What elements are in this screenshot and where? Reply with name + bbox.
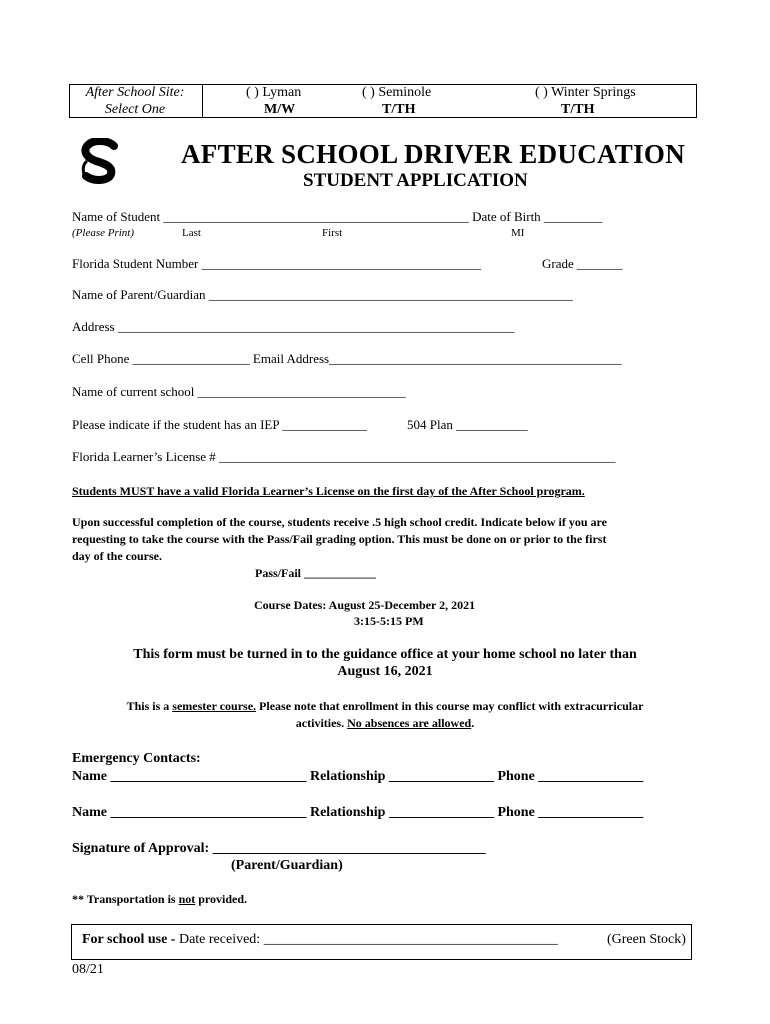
site-box-divider xyxy=(202,85,203,117)
page-title: AFTER SCHOOL DRIVER EDUCATION xyxy=(181,139,686,169)
pass-fail-field[interactable]: Pass/Fail ____________ xyxy=(255,566,377,580)
absence-post: . xyxy=(471,716,475,730)
date-received-field[interactable]: Date received: __________________________________________ xyxy=(178,932,558,947)
transport-post: provided. xyxy=(195,892,248,906)
deadline-line1: This form must be turned in to the guidance office at your home school no later than xyxy=(133,647,637,662)
parent-guardian-field[interactable]: Name of Parent/Guardian ________________________________________________________ xyxy=(72,287,573,302)
school-use-label: For school use - xyxy=(82,932,179,947)
course-time: 3:15-5:15 PM xyxy=(354,614,424,628)
absence-notice xyxy=(0,716,770,731)
site-label-line2: Select One xyxy=(104,102,166,117)
no-absences-text: No absences are allowed xyxy=(347,716,472,730)
credit-notice-line2: requesting to take the course with the Pass/Fail grading option. This must be done on or prior to the first xyxy=(72,532,607,546)
deadline-line2: August 16, 2021 xyxy=(337,664,433,679)
emergency-contact-row-1[interactable]: Name ____________________________ Relationship _______________ Phone _______________ xyxy=(72,769,644,784)
course-dates: Course Dates: August 25-December 2, 2021 xyxy=(254,598,476,612)
florida-student-number-field[interactable]: Florida Student Number ___________________________________________ xyxy=(72,256,482,271)
seminole-county-s-logo-icon xyxy=(80,138,122,184)
site-option-lyman-days: M/W xyxy=(264,102,296,117)
signature-field[interactable]: Signature of Approval: _______________________________________ xyxy=(72,841,486,856)
emergency-contact-row-2[interactable]: Name ____________________________ Relationship _______________ Phone _______________ xyxy=(72,805,644,820)
credit-notice-line3: day of the course. xyxy=(72,549,162,563)
site-label-line1: After School Site: xyxy=(85,85,185,100)
site-option-seminole[interactable]: ( ) Seminole xyxy=(362,85,432,100)
credit-notice-line1: Upon successful completion of the course, students receive .5 high school credit. Indicate below if you are xyxy=(72,515,607,529)
transport-pre: ** Transportation is xyxy=(72,892,179,906)
emergency-contacts-heading: Emergency Contacts: xyxy=(72,751,201,766)
signature-sub-label: (Parent/Guardian) xyxy=(231,858,343,873)
transportation-note xyxy=(72,892,247,907)
site-option-winter-springs[interactable]: ( ) Winter Springs xyxy=(535,85,636,100)
please-print-hint: (Please Print) xyxy=(72,227,135,239)
page-subtitle: STUDENT APPLICATION xyxy=(303,170,528,191)
iep-field[interactable]: Please indicate if the student has an IEP _____________ xyxy=(72,417,367,432)
license-warning: Students MUST have a valid Florida Learner’s License on the first day of the After School program. xyxy=(72,484,585,498)
site-option-winter-springs-days: T/TH xyxy=(561,102,595,117)
absence-pre: activities. xyxy=(295,716,348,730)
site-option-lyman[interactable]: ( ) Lyman xyxy=(246,85,302,100)
semester-notice xyxy=(0,699,770,714)
middle-initial-hint: MI xyxy=(511,227,525,239)
last-name-hint: Last xyxy=(182,227,201,239)
phone-email-field[interactable]: Cell Phone __________________ Email Address_____________________________________________ xyxy=(72,351,622,366)
semester-post: Please note that enrollment in this course may conflict with extracurricular xyxy=(256,699,644,713)
student-name-field[interactable]: Name of Student _______________________________________________ Date of Birth _________ xyxy=(72,209,603,224)
address-field[interactable]: Address _____________________________________________________________ xyxy=(72,319,515,334)
school-use-line xyxy=(82,932,558,948)
site-option-seminole-days: T/TH xyxy=(382,102,416,117)
grade-field[interactable]: Grade _______ xyxy=(542,256,623,271)
green-stock-note: (Green Stock) xyxy=(607,932,686,947)
form-version-code: 08/21 xyxy=(72,962,104,977)
transport-not: not xyxy=(178,892,196,906)
semester-course-text: semester course. xyxy=(172,699,257,713)
learners-license-field[interactable]: Florida Learner’s License # _____________________________________________________________ xyxy=(72,449,616,464)
semester-pre: This is a xyxy=(126,699,173,713)
current-school-field[interactable]: Name of current school ________________________________ xyxy=(72,384,406,399)
504-plan-field[interactable]: 504 Plan ___________ xyxy=(407,417,528,432)
first-name-hint: First xyxy=(322,227,343,239)
